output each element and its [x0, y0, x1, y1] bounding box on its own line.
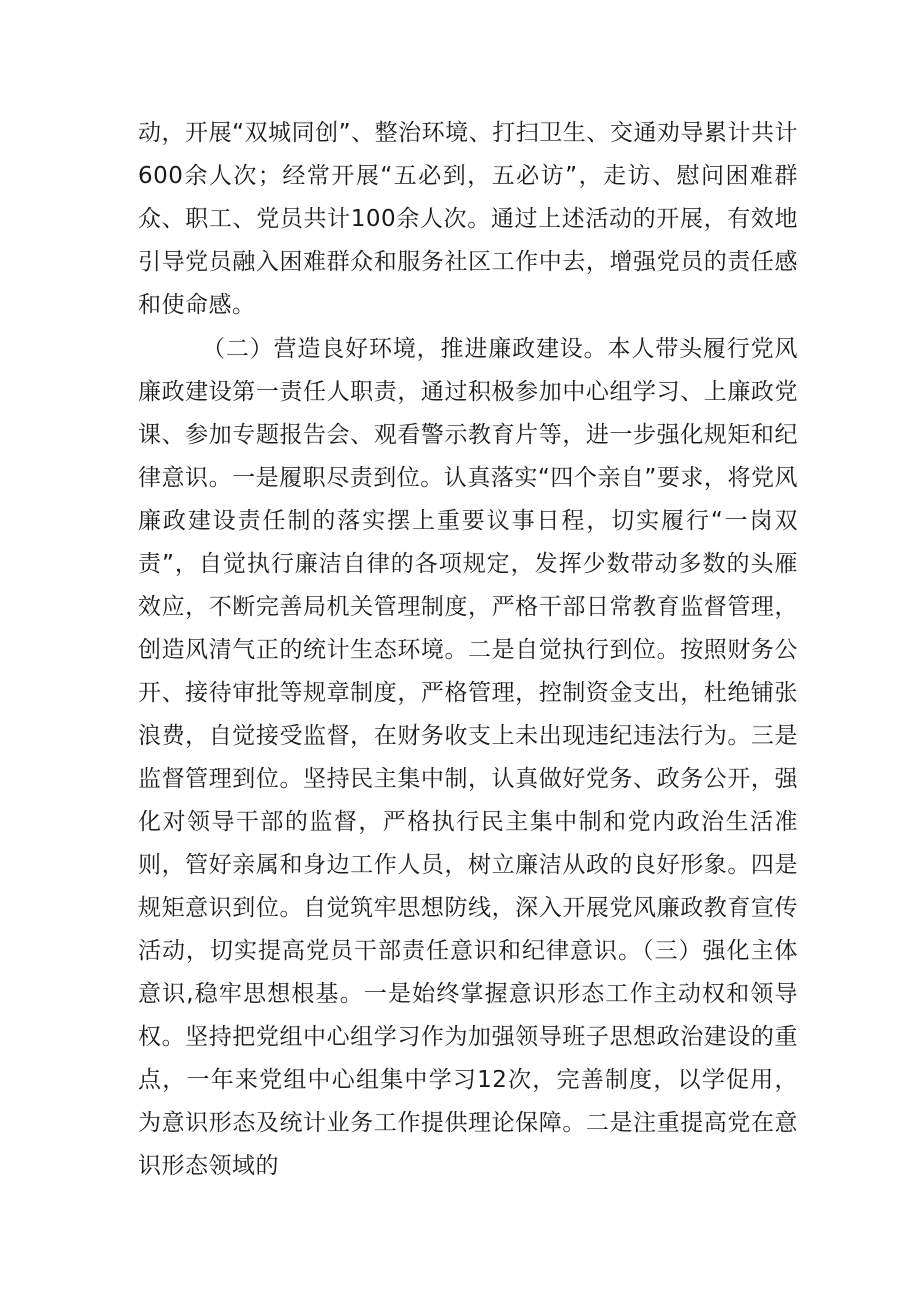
paragraph-integrity-building: （二）营造良好环境，推进廉政建设。本人带头履行党风廉政建设第一责任人职责，通过积极参加中心组学习、上廉政党课、参加专题报告会、观看警示教育片等，进一步强化规矩和纪律意识。一是履职尽责到位。认真落实“四个亲自”要求，将党风廉政建设责任制的落实摆上重要议事日程，切实履行“一岗双责”，自觉执行廉洁自律的各项规定，发挥少数带动多数的头雁效应，不断完善局机关管理制度，严格干部日常教育监督管理，创造风清气正的统计生态环境。二是自觉执行到位。按照财务公开、接待审批等规章制度，严格管理，控制资金支出，杜绝铺张浪费，自觉接受监督，在财务收支上未出现违纪违法行为。三是监督管理到位。坚持民主集中制，认真做好党务、政务公开，强化对领导干部的监督，严格执行民主集中制和党内政治生活准则，管好亲属和身边工作人员，树立廉洁从政的良好形象。四是规矩意识到位。自觉筑牢思想防线，深入开展党风廉政教育宣传活动，切实提高党员干部责任意识和纪律意识。（三）强化主体意识,稳牢思想根基。一是始终掌握意识形态工作主动权和领导权。坚持把党组中心组学习作为加强领导班子思想政治建设的重点，一年来党组中心组集中学习12次，完善制度，以学促用，为意识形态及统计业务工作提供理论保障。二是注重提高党在意识形态领域的: [138, 336, 798, 1179]
paragraph-community-activities: 动，开展“双城同创”、整治环境、打扫卫生、交通劝导累计共计600余人次；经常开展“五必到，五必访”，走访、慰问困难群众、职工、党员共计100余人次。通过上述活动的开展，有效地引导党员融入困难群众和服务社区工作中去，增强党员的责任感和使命感。: [138, 120, 798, 318]
